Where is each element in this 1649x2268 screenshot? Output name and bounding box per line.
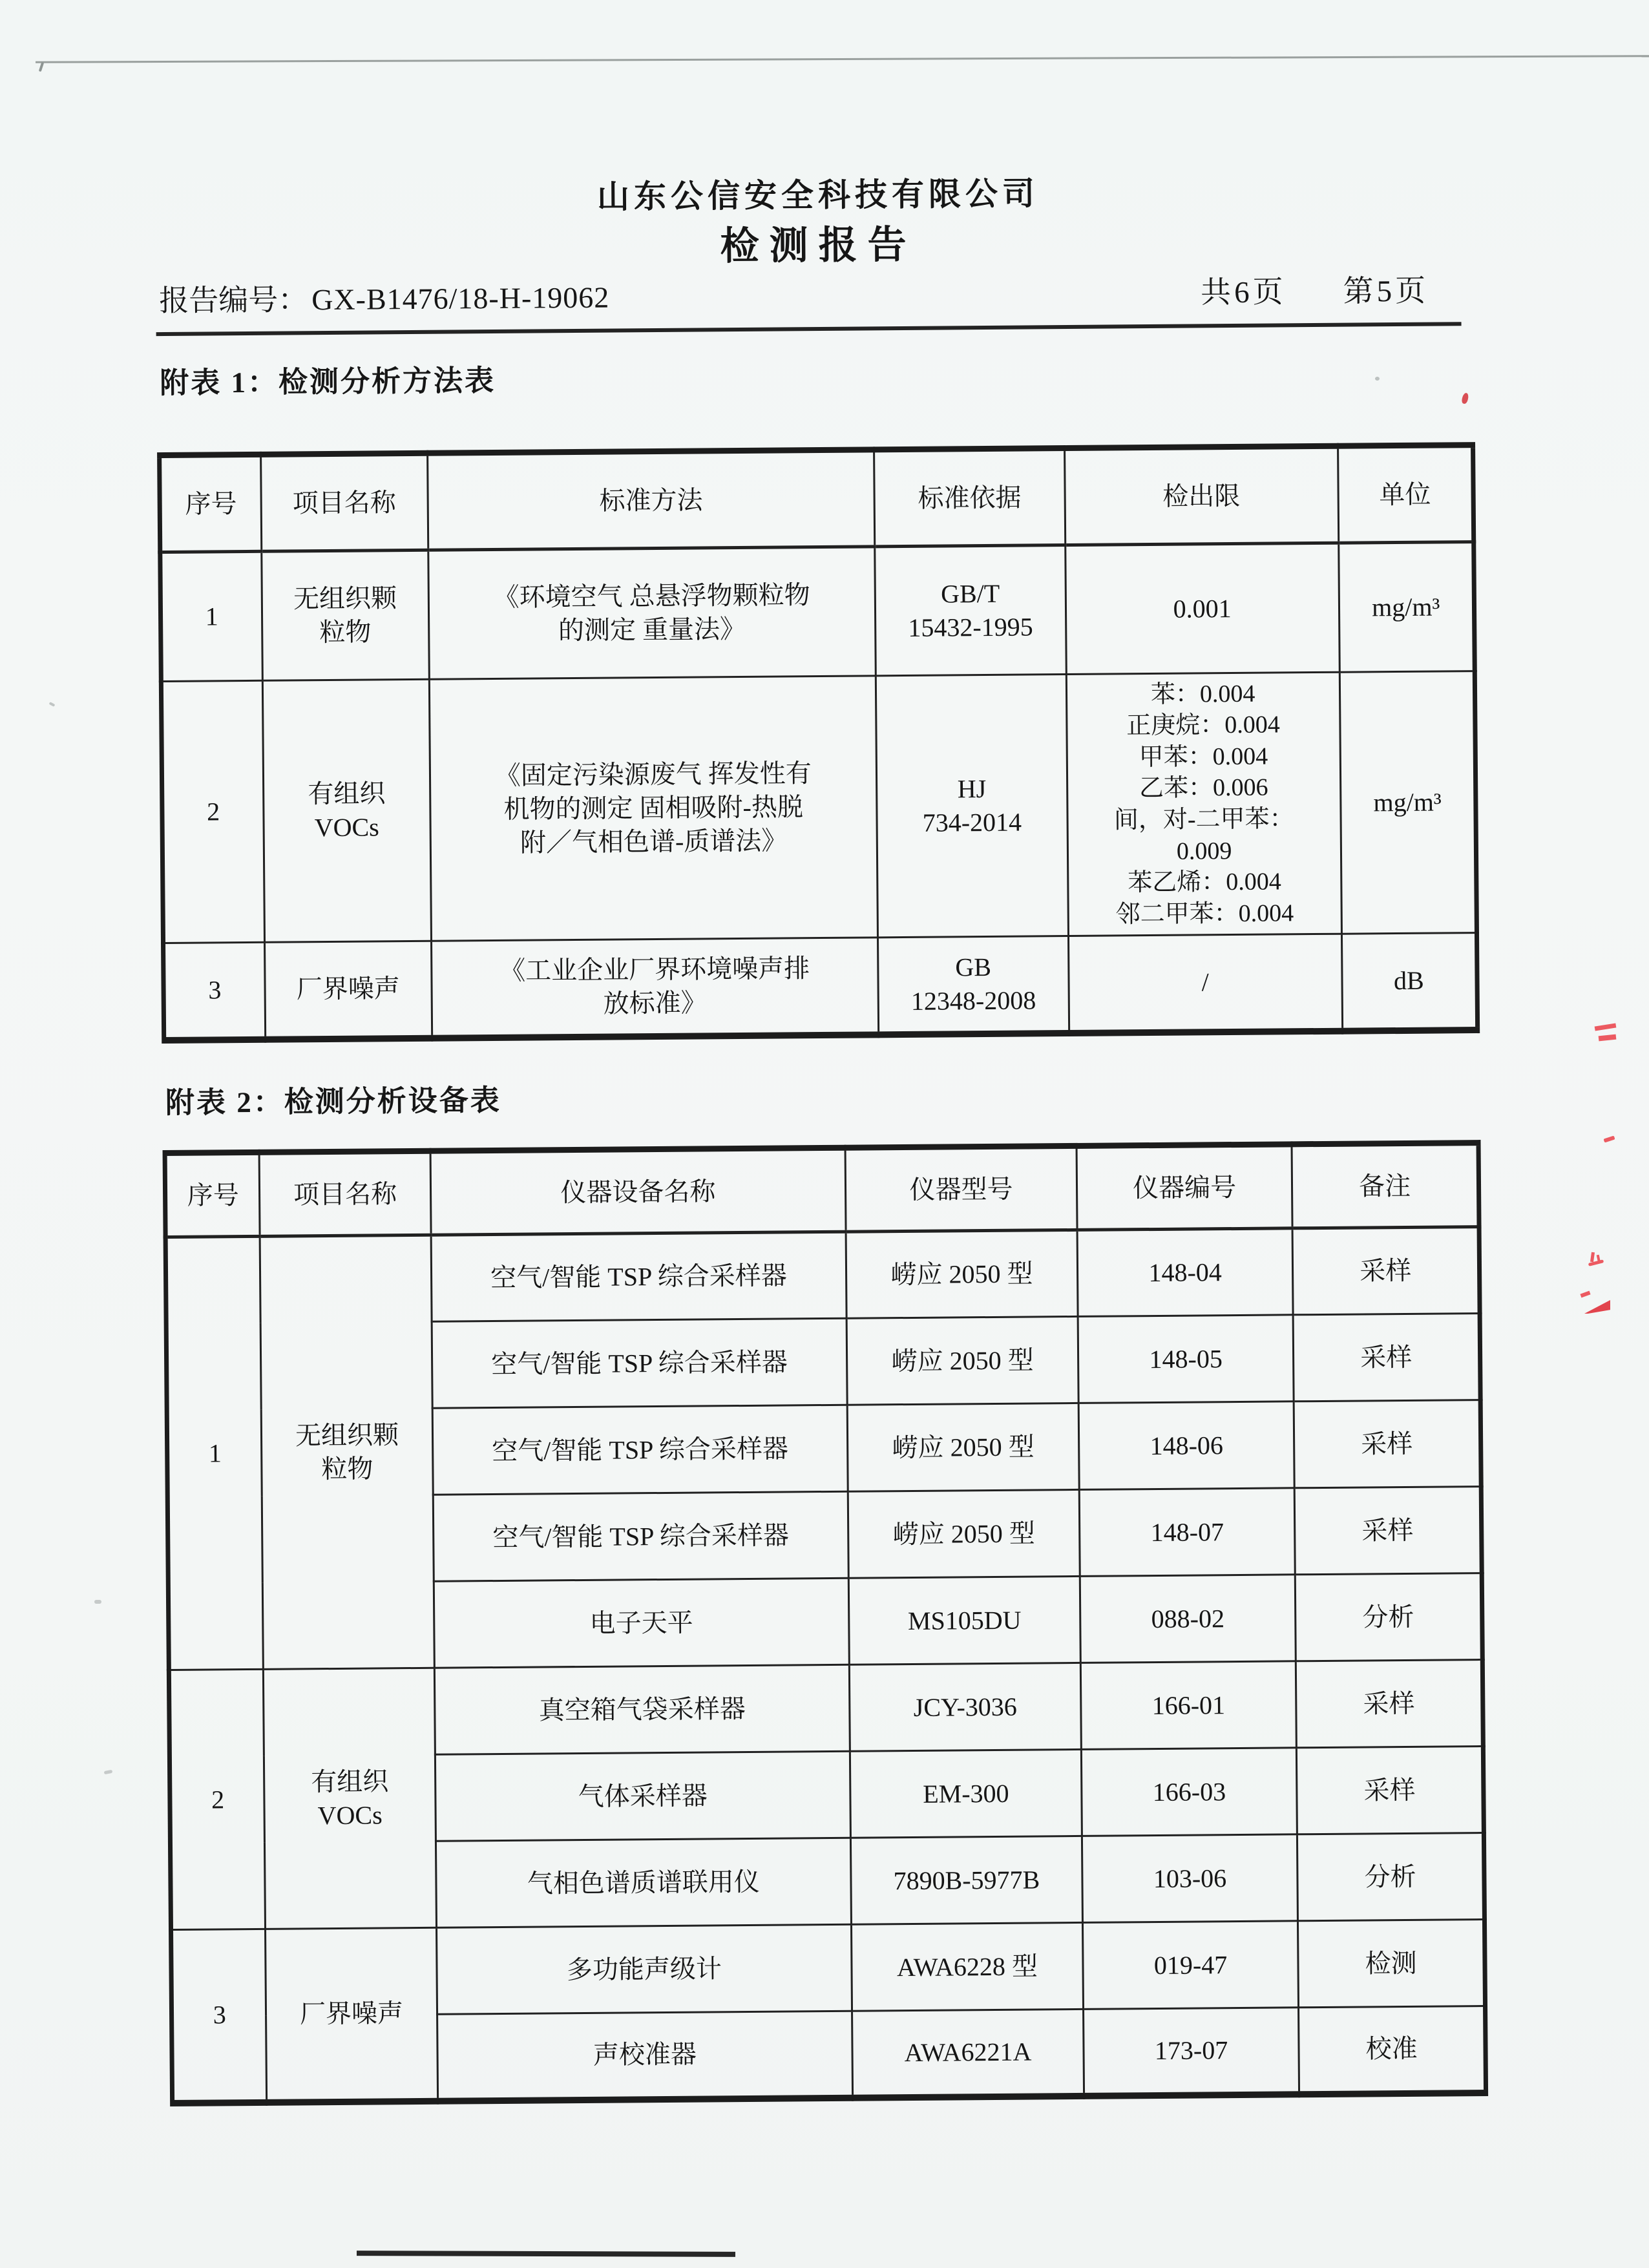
gray-speck bbox=[94, 1600, 101, 1604]
methods-table bbox=[157, 442, 1480, 1043]
cell-item: 有组织 VOCs bbox=[262, 679, 431, 942]
cell-note: 采样 bbox=[1294, 1400, 1481, 1488]
cell-device: 真空箱气袋采样器 bbox=[434, 1664, 850, 1754]
cell-basis: GB/T 15432-1995 bbox=[875, 545, 1066, 676]
col-header-device: 仪器设备名称 bbox=[430, 1148, 846, 1235]
cell-seq: 2 bbox=[161, 680, 264, 943]
cell-note: 采样 bbox=[1297, 1747, 1484, 1834]
cell-limit: / bbox=[1068, 934, 1342, 1033]
cell-note: 校准 bbox=[1299, 2006, 1486, 2094]
cell-code: 103-06 bbox=[1082, 1834, 1297, 1923]
cell-item: 厂界噪声 bbox=[264, 941, 432, 1039]
col-header-code: 仪器编号 bbox=[1077, 1144, 1292, 1230]
cell-code: 148-05 bbox=[1078, 1315, 1294, 1403]
cell-method: 《固定污染源废气 挥发性有 机物的测定 固相吸附-热脱 附／气相色谱-质谱法》 bbox=[429, 676, 877, 941]
cell-unit: mg/m³ bbox=[1338, 542, 1475, 673]
cell-model: EM-300 bbox=[850, 1749, 1082, 1838]
table-header-row bbox=[165, 1143, 1479, 1237]
cell-model: 崂应 2050 型 bbox=[846, 1230, 1078, 1318]
cell-model: 7890B-5977B bbox=[851, 1836, 1083, 1924]
table-row bbox=[169, 1660, 1483, 1757]
header-rule bbox=[156, 322, 1462, 336]
table-row bbox=[160, 542, 1475, 682]
cell-seq: 1 bbox=[165, 1236, 264, 1670]
table1-title: 附表 1：检测分析方法表 bbox=[160, 364, 496, 400]
cell-device: 气相色谱质谱联用仪 bbox=[436, 1838, 851, 1927]
cell-model: AWA6228 型 bbox=[852, 1922, 1084, 2011]
cell-note: 分析 bbox=[1297, 1833, 1485, 1921]
cell-method: 《环境空气 总悬浮物颗粒物 的测定 重量法》 bbox=[428, 547, 876, 679]
cell-note: 分析 bbox=[1296, 1573, 1483, 1661]
cell-note: 检测 bbox=[1298, 1920, 1486, 2008]
document-title: 检测报告 bbox=[720, 223, 917, 268]
col-header-limit: 检出限 bbox=[1064, 446, 1338, 545]
cell-note: 采样 bbox=[1292, 1227, 1480, 1315]
cell-seq: 2 bbox=[169, 1669, 266, 1929]
cell-device: 空气/智能 TSP 综合采样器 bbox=[433, 1491, 848, 1581]
cell-model: AWA6221A bbox=[852, 2009, 1084, 2097]
cell-model: 崂应 2050 型 bbox=[846, 1316, 1078, 1405]
cell-device: 声校准器 bbox=[437, 2011, 852, 2101]
cell-model: 崂应 2050 型 bbox=[847, 1403, 1079, 1491]
col-header-note: 备注 bbox=[1292, 1143, 1479, 1228]
cell-code: 148-04 bbox=[1077, 1228, 1293, 1317]
cell-item: 有组织 VOCs bbox=[264, 1668, 436, 1929]
cell-device: 空气/智能 TSP 综合采样器 bbox=[432, 1318, 847, 1408]
report-no-value: GX-B1476/18-H-19062 bbox=[311, 280, 610, 317]
cell-device: 气体采样器 bbox=[435, 1751, 850, 1841]
cell-device: 空气/智能 TSP 综合采样器 bbox=[431, 1232, 846, 1321]
cell-code: 173-07 bbox=[1083, 2008, 1299, 2096]
col-header-item: 项目名称 bbox=[260, 453, 428, 551]
cell-code: 088-02 bbox=[1080, 1575, 1296, 1663]
cell-item: 无组织颗 粒物 bbox=[261, 550, 429, 680]
current-page: 第5页 bbox=[1343, 274, 1429, 309]
total-pages: 共6页 bbox=[1200, 275, 1287, 310]
table-row bbox=[165, 1227, 1480, 1324]
cell-model: JCY-3036 bbox=[849, 1663, 1081, 1751]
cell-limit: 0.001 bbox=[1065, 543, 1339, 674]
col-header-unit: 单位 bbox=[1338, 445, 1474, 543]
cell-code: 019-47 bbox=[1082, 1921, 1298, 2010]
cell-unit: dB bbox=[1341, 933, 1478, 1031]
cell-limit: 苯：0.004 正庚烷：0.004 甲苯：0.004 乙苯：0.006 间，对-二甲苯： 0.009 苯乙烯：0.004 邻二甲苯：0.004 bbox=[1066, 672, 1341, 936]
cell-seq: 3 bbox=[171, 1929, 267, 2103]
col-header-seq: 序号 bbox=[165, 1152, 260, 1237]
cell-method: 《工业企业厂界环境噪声排 放标准》 bbox=[431, 938, 878, 1038]
equipment-table bbox=[163, 1140, 1489, 2106]
cell-note: 采样 bbox=[1296, 1660, 1484, 1748]
company-name: 山东公信安全科技有限公司 bbox=[596, 175, 1040, 215]
col-header-model: 仪器型号 bbox=[845, 1146, 1077, 1232]
cell-note: 采样 bbox=[1294, 1487, 1482, 1575]
col-header-seq: 序号 bbox=[160, 454, 262, 552]
cell-note: 采样 bbox=[1293, 1314, 1480, 1402]
cell-basis: GB 12348-2008 bbox=[877, 936, 1069, 1034]
cell-item: 厂界噪声 bbox=[266, 1927, 437, 2102]
cell-device: 电子天平 bbox=[434, 1578, 849, 1668]
pagination bbox=[1201, 266, 1465, 311]
report-no-label: 报告编号： bbox=[159, 283, 308, 318]
col-header-basis: 标准依据 bbox=[874, 448, 1065, 547]
gray-speck bbox=[1375, 377, 1380, 381]
cell-code: 148-07 bbox=[1079, 1488, 1295, 1577]
table-row bbox=[161, 671, 1476, 943]
cell-model: MS105DU bbox=[848, 1576, 1080, 1664]
cell-code: 166-01 bbox=[1080, 1661, 1296, 1750]
cell-unit: mg/m³ bbox=[1339, 671, 1477, 934]
table2-title: 附表 2：检测分析设备表 bbox=[165, 1084, 501, 1120]
table-row bbox=[163, 933, 1478, 1040]
cell-item: 无组织颗 粒物 bbox=[260, 1235, 434, 1669]
cell-basis: HJ 734-2014 bbox=[876, 675, 1068, 938]
cell-code: 166-03 bbox=[1081, 1748, 1297, 1836]
cell-model: 崂应 2050 型 bbox=[848, 1489, 1080, 1578]
cell-device: 空气/智能 TSP 综合采样器 bbox=[432, 1405, 848, 1495]
table-header-row bbox=[160, 445, 1474, 552]
col-header-item: 项目名称 bbox=[259, 1151, 430, 1236]
cell-device: 多功能声级计 bbox=[436, 1924, 852, 2014]
col-header-method: 标准方法 bbox=[427, 450, 874, 550]
cell-code: 148-06 bbox=[1078, 1402, 1294, 1490]
report-header-line bbox=[159, 266, 1464, 320]
table-row bbox=[171, 1920, 1486, 2017]
cell-seq: 1 bbox=[160, 551, 262, 681]
cell-seq: 3 bbox=[163, 942, 266, 1040]
